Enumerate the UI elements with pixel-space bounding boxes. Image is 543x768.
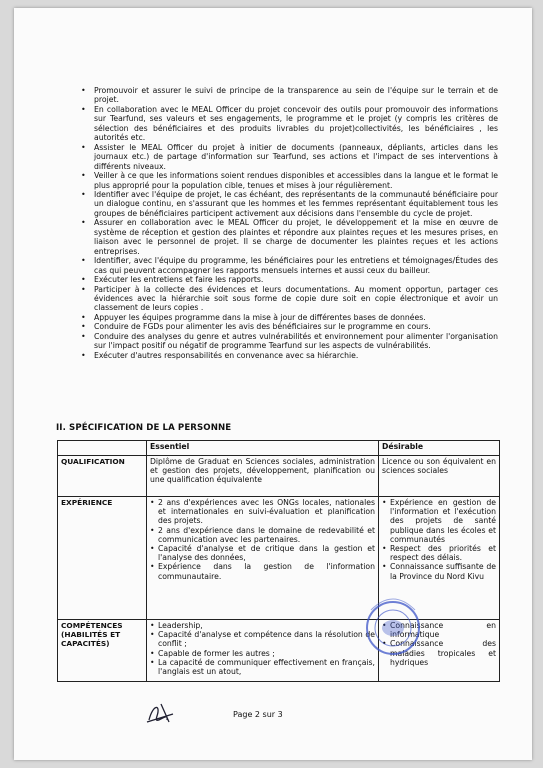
list-item: • Veiller à ce que les informations soient rendues disponibles et accessibles dans la langue et le format le plus approprié pour la population cible, tenues et mises à jour régulièrement. bbox=[81, 171, 498, 190]
row-label-qualification: QUALIFICATION bbox=[58, 456, 147, 497]
table-header-row bbox=[58, 441, 500, 456]
list-item: • Capacité d'analyse et compétence dans la résolution de conflit ; bbox=[150, 630, 375, 649]
bullet-icon: • bbox=[81, 189, 86, 199]
signature-icon bbox=[143, 700, 183, 726]
page-number: Page 2 sur 3 bbox=[233, 710, 283, 719]
bullet-icon: • bbox=[150, 621, 155, 630]
bullet-icon: • bbox=[382, 621, 387, 630]
bullet-icon: • bbox=[81, 350, 86, 360]
bullet-icon: • bbox=[81, 104, 86, 114]
bullet-icon: • bbox=[150, 498, 155, 507]
bullet-icon: • bbox=[81, 171, 86, 181]
list-item: • Assurer en collaboration avec le MEAL Officer du projet, le développement et la mise en œuvre de système de réception et gestion des plaintes et répondre aux plaintes reçues et les mesures prises, en liaison avec le personnel de projet. Il se charge de documenter les plaintes reçues et les actions entreprises. bbox=[81, 218, 498, 256]
bullet-icon: • bbox=[150, 562, 155, 572]
column-header-desirable: Désirable bbox=[379, 441, 500, 456]
list-item: • Connaissance des maladies tropicales et hydriques bbox=[382, 639, 496, 667]
bullet-icon: • bbox=[150, 525, 155, 535]
bullet-icon: • bbox=[81, 142, 86, 152]
list-item: • Expérience en gestion de l'information et l'exécution des projets de santé publique dans les écoles et communautés bbox=[382, 498, 496, 544]
list-item: • 2 ans d'expérience dans le domaine de redevabilité et communication avec les partenaires. bbox=[150, 525, 375, 544]
bullet-icon: • bbox=[382, 562, 387, 572]
list-item: • Identifier avec l'équipe de projet, le cas échéant, des représentants de la communauté bénéficiaire pour un dialogue continu, en s'assurant que les hommes et les femmes représentant équitablement tous les groupes de bénéficiaires participent activement aux décisions dans l'ensemble du cycle de projet. bbox=[81, 189, 498, 218]
qualification-desirable: Licence ou son équivalent en sciences sociales bbox=[379, 456, 500, 497]
bullet-icon: • bbox=[81, 331, 86, 341]
bullet-icon: • bbox=[150, 657, 155, 667]
section-title: II. SPÉCIFICATION DE LA PERSONNE bbox=[56, 423, 232, 433]
bullet-icon: • bbox=[81, 256, 86, 266]
bullet-icon: • bbox=[382, 544, 387, 554]
list-item: • Connaissance en informatique bbox=[382, 621, 496, 640]
person-specification-table bbox=[57, 440, 500, 682]
list-item: • Assister le MEAL Officer du projet à initier de documents (panneaux, dépliants, articles dans les journaux etc.) de partage d'information sur Tearfund, ses actions et l'impact de ses interventions à différents niveaux. bbox=[81, 142, 498, 171]
list-item: • Connaissance suffisante de la Province du Nord Kivu bbox=[382, 562, 496, 581]
list-item: • La capacité de communiquer effectivement en français, l'anglais est un atout, bbox=[150, 657, 375, 677]
empty-header-cell bbox=[58, 441, 147, 456]
table-row-experience bbox=[58, 497, 500, 620]
list-item: • Respect des priorités et respect des délais. bbox=[382, 544, 496, 563]
bullet-icon: • bbox=[150, 648, 155, 658]
row-label-experience: EXPÉRIENCE bbox=[58, 497, 147, 620]
bullet-icon: • bbox=[382, 639, 387, 649]
list-item: • Conduire de FGDs pour alimenter les avis des bénéficiaires sur le programme en cours. bbox=[81, 322, 431, 332]
bullet-icon: • bbox=[81, 275, 86, 285]
bullet-icon: • bbox=[81, 86, 86, 95]
list-item: • Expérience dans la gestion de l'information communautaire. bbox=[150, 562, 375, 581]
list-item: • Capacité d'analyse et de critique dans la gestion et l'analyse des données, bbox=[150, 544, 375, 563]
bullet-icon: • bbox=[150, 544, 155, 554]
list-item: • Leadership, bbox=[150, 621, 203, 630]
list-item: • 2 ans d'expériences avec les ONGs locales, nationales et internationales en suivi-évaluation et planification des projets. bbox=[150, 498, 375, 526]
experience-essentiel bbox=[147, 497, 379, 620]
bullet-icon: • bbox=[382, 498, 387, 507]
list-item: • En collaboration avec le MEAL Officer du projet concevoir des outils pour promouvoir des informations sur Tearfund, ses valeurs et ses engagements, le programme et le projet (y compris les critères de sélection des bénéficiaires et des produits livrables du projet)collectivités, les bénéficiaires , les autorités etc. bbox=[81, 104, 498, 143]
bullet-icon: • bbox=[150, 630, 155, 640]
row-label-competences: COMPÉTENCES (HABILITÉS ET CAPACITÉS) bbox=[58, 620, 147, 682]
table-row-qualification bbox=[58, 456, 500, 497]
bullet-icon: • bbox=[81, 284, 86, 294]
bullet-icon: • bbox=[81, 312, 86, 322]
bullet-icon: • bbox=[81, 218, 86, 228]
qualification-essentiel: Diplôme de Graduat en Sciences sociales, administration et gestion des projets, développement, planification ou une qualification équivalente bbox=[147, 456, 379, 497]
list-item: • Exécuter d'autres responsabilités en convenance avec sa hiérarchie. bbox=[81, 350, 359, 360]
list-item: • Promouvoir et assurer le suivi de principe de la transparence au sein de l'équipe sur le terrain et de projet. bbox=[81, 86, 498, 105]
list-item: • Capable de former les autres ; bbox=[150, 648, 275, 658]
list-item: • Participer à la collecte des évidences et leurs documentations. Au moment opportun, partager ces évidences avec la hiérarchie soit sous forme de copie dure soit en copie électronique et avoir un classement de leurs copies . bbox=[81, 284, 498, 313]
competences-essentiel bbox=[147, 620, 379, 682]
responsibilities-list bbox=[80, 86, 498, 360]
bullet-icon: • bbox=[81, 322, 86, 332]
list-item: • Exécuter les entretiens et faire les rapports. bbox=[81, 275, 264, 285]
table-row-competences bbox=[58, 620, 500, 682]
list-item: • Identifier, avec l'équipe du programme, les bénéficiaires pour les entretiens et témoignages/Études des cas qui peuvent accompagner les rapports mensuels internes et aussi ceux du bailleur. bbox=[81, 256, 498, 275]
column-header-essentiel: Essentiel bbox=[147, 441, 379, 456]
official-stamp-icon bbox=[363, 580, 423, 670]
list-item: • Conduire des analyses du genre et autres vulnérabilités et environnement pour alimenter l'organisation sur l'impact positif ou négatif de programme Tearfund sur les aspects de vulnérabilités. bbox=[81, 331, 498, 351]
list-item: • Appuyer les équipes programme dans la mise à jour de différentes bases de données. bbox=[81, 312, 426, 322]
